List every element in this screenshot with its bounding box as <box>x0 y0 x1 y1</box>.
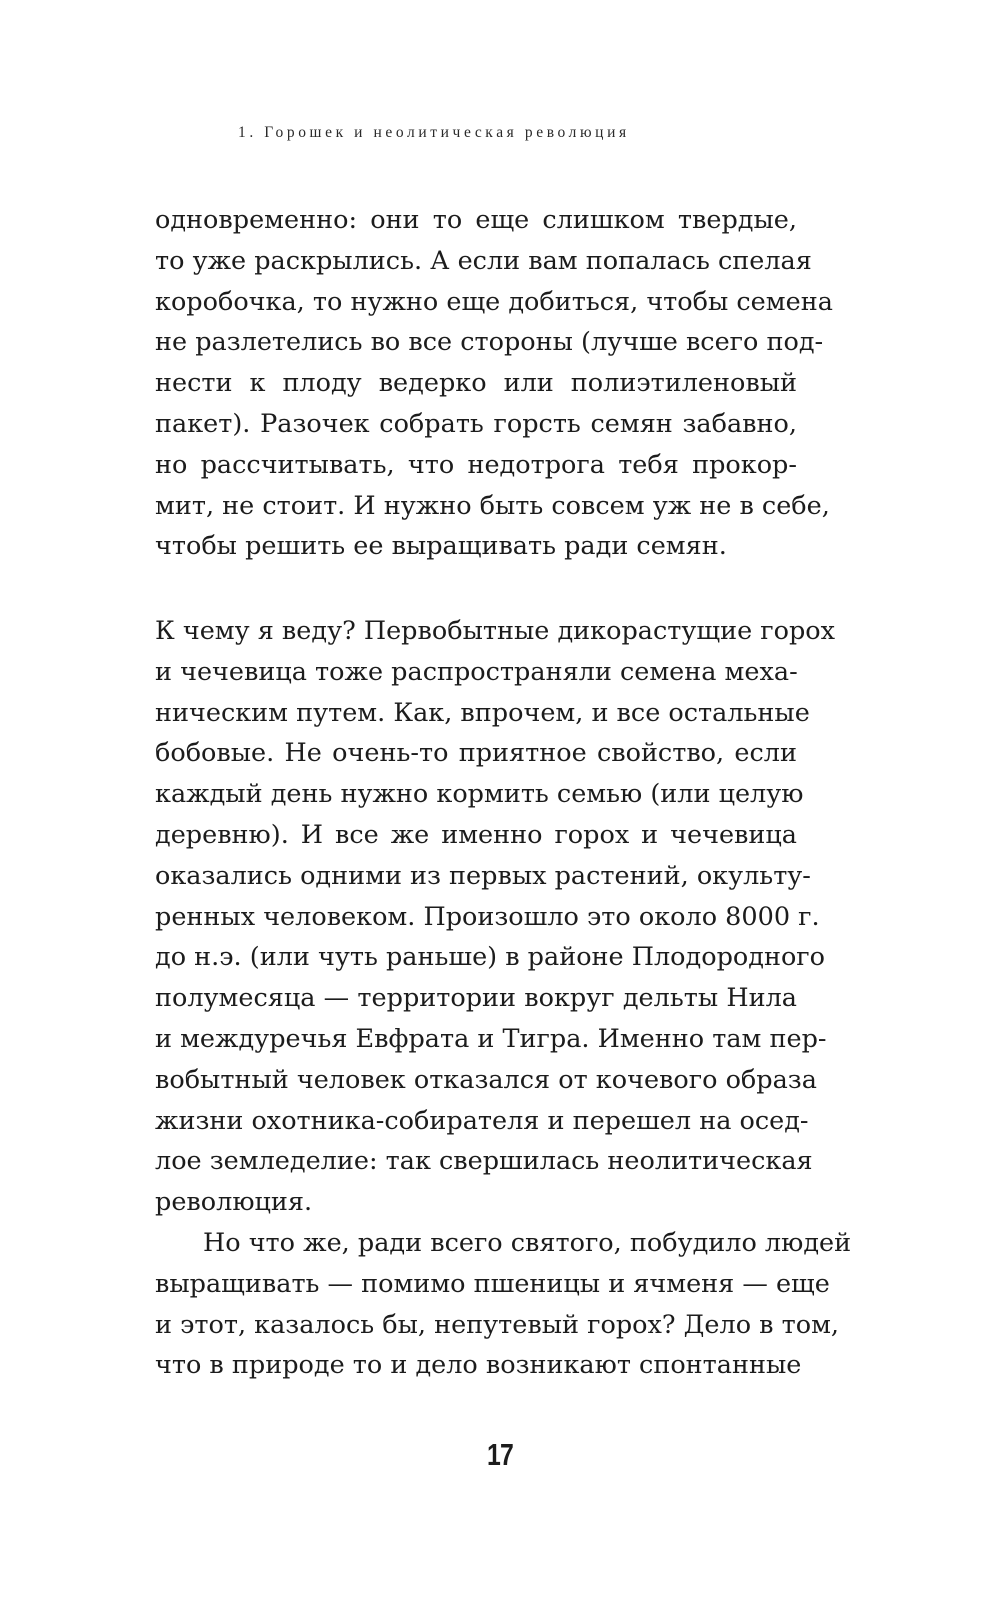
text-line: и междуречья Евфрата и Тигра. Именно там пер- <box>155 1023 827 1054</box>
text-line: и чечевица тоже распространяли семена меха- <box>155 656 798 687</box>
text-line: оказались одними из первых растений, окульту- <box>155 860 811 891</box>
running-head: 1. Горошек и неолитическая революция <box>238 124 630 141</box>
text-line: выращивать — помимо пшеницы и ячменя — еще <box>155 1268 830 1299</box>
text-line: коробочка, то нужно еще добиться, чтобы семена <box>155 286 833 317</box>
text-line: лое земледелие: так свершилась неолитическая <box>155 1146 813 1177</box>
text-line: бобовые. Не очень-то приятное свойство, если <box>155 738 797 769</box>
text-line: но рассчитывать, что недотрога тебя прокор- <box>155 449 797 480</box>
text-line: Но что же, ради всего святого, побудило людей <box>203 1227 852 1258</box>
text-line: чтобы решить ее выращивать ради семян. <box>155 531 727 562</box>
text-line: ренных человеком. Произошло это около 8000 г. <box>155 901 820 932</box>
text-line: деревню). И все же именно горох и чечевица <box>155 819 797 850</box>
text-line: пакет). Разочек собрать горсть семян забавно, <box>155 408 797 439</box>
text-line: мит, не стоит. И нужно быть совсем уж не в себе, <box>155 490 830 521</box>
text-line: жизни охотника-собирателя и перешел на осед- <box>155 1105 809 1136</box>
page-number: 17 <box>487 1437 513 1472</box>
text-line: нести к плоду ведерко или полиэтиленовый <box>155 368 797 399</box>
paragraph-1 <box>155 200 833 567</box>
text-line: и этот, казалось бы, непутевый горох? Дело в том, <box>155 1309 840 1340</box>
paragraph-2 <box>155 611 852 1386</box>
text-line: вобытный человек отказался от кочевого образа <box>155 1064 817 1095</box>
text-line: то уже раскрылись. А если вам попалась спелая <box>155 245 812 276</box>
text-line: революция. <box>155 1187 313 1218</box>
text-line: К чему я веду? Первобытные дикорастущие горох <box>155 616 836 646</box>
text-line: что в природе то и дело возникают спонтанные <box>155 1350 802 1381</box>
text-line: ническим путем. Как, впрочем, и все остальные <box>155 697 810 728</box>
text-line: до н.э. (или чуть раньше) в районе Плодородного <box>155 942 826 973</box>
text-line: полумесяца — территории вокруг дельты Нила <box>155 983 797 1014</box>
text-line: не разлетелись во все стороны (лучше всего под- <box>155 327 824 358</box>
text-line: каждый день нужно кормить семью (или целую <box>155 779 804 810</box>
text-line: одновременно: они то еще слишком твердые, <box>155 205 797 235</box>
